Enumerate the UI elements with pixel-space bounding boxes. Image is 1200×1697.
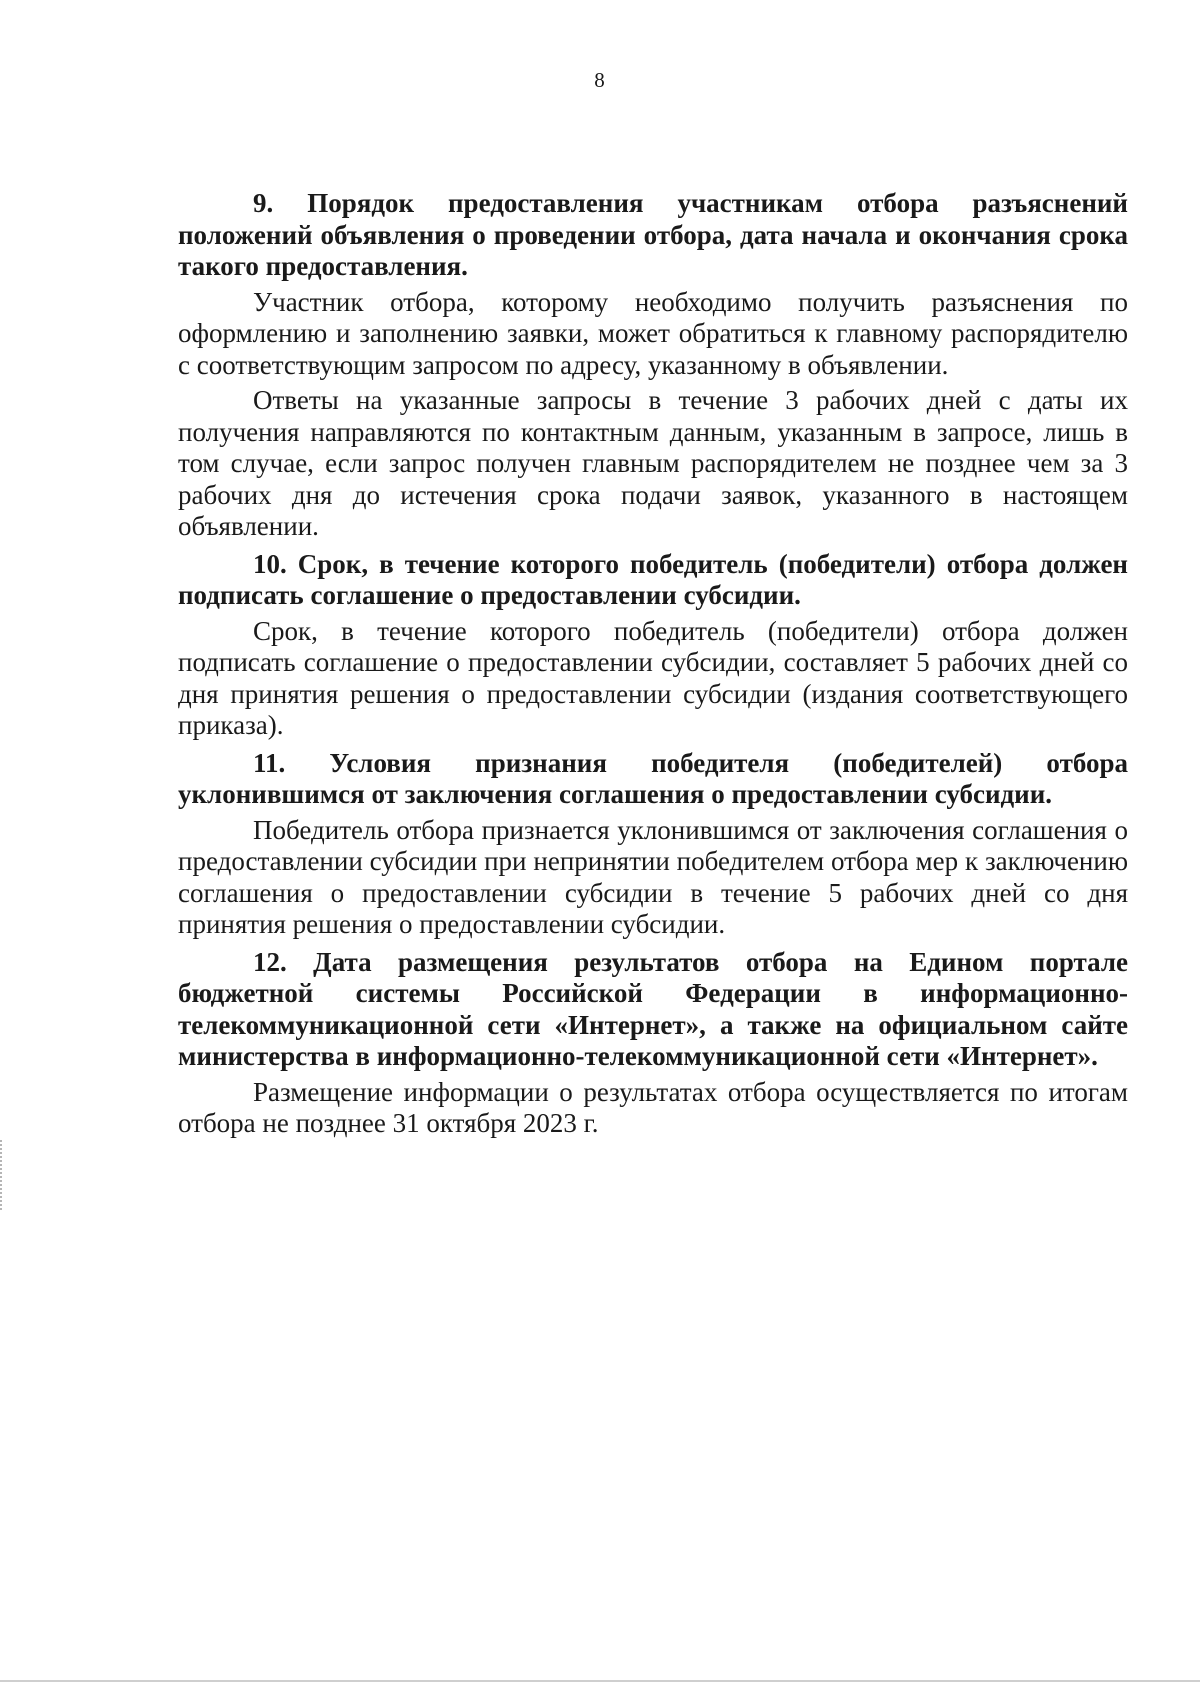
scan-edge-mark [0,1140,6,1210]
section-12 [178,947,1128,1140]
section-10 [178,549,1128,742]
page-number: 8 [594,68,606,92]
paragraph: Размещение информации о результатах отбора осуществляется по итогам отбора не позднее 31 октября 2023 г. [178,1076,1128,1138]
scan-bottom-edge [0,1680,1200,1682]
paragraph: Срок, в течение которого победитель (победители) отбора должен подписать соглашение о предоставлении субсидии, составляет 5 рабочих дней со дня принятия решения о предоставлении субсидии (издания соответствующего приказа). [178,615,1128,740]
section-heading: 11. Условия признания победителя (победителей) отбора уклонившимся от заключения соглашения о предоставлении субсидии. [178,747,1128,809]
paragraph: Участник отбора, которому необходимо получить разъяснения по оформлению и заполнению заявки, может обратиться к главному распорядителю с соответствующим запросом по адресу, указанному в объявлении. [178,286,1128,380]
document-body [178,188,1128,1144]
paragraph: Ответы на указанные запросы в течение 3 рабочих дней с даты их получения направляются по контактным данным, указанным в запросе, лишь в том случае, если запрос получен главным распорядителем не позднее чем за 3 рабочих дня до истечения срока подачи заявок, указанного в настоящем объявлении. [178,385,1128,541]
section-heading: 9. Порядок предоставления участникам отбора разъяснений положений объявления о проведении отбора, дата начала и окончания срока такого предоставления. [178,188,1128,281]
section-11 [178,748,1128,941]
section-9 [178,188,1128,543]
paragraph: Победитель отбора признается уклонившимся от заключения соглашения о предоставлении субсидии при непринятии победителем отбора мер к заключению соглашения о предоставлении субсидии в течение 5 рабочих дней со дня принятия решения о предоставлении субсидии. [178,814,1128,939]
section-heading: 10. Срок, в течение которого победитель (победители) отбора должен подписать соглашение о предоставлении субсидии. [178,548,1128,610]
section-heading: 12. Дата размещения результатов отбора на Едином портале бюджетной системы Российской Федерации в информационно-телекоммуникационной сети «Интернет», а также на официальном сайте министерства в информационно-телекоммуникационной сети «Интернет». [178,946,1128,1071]
